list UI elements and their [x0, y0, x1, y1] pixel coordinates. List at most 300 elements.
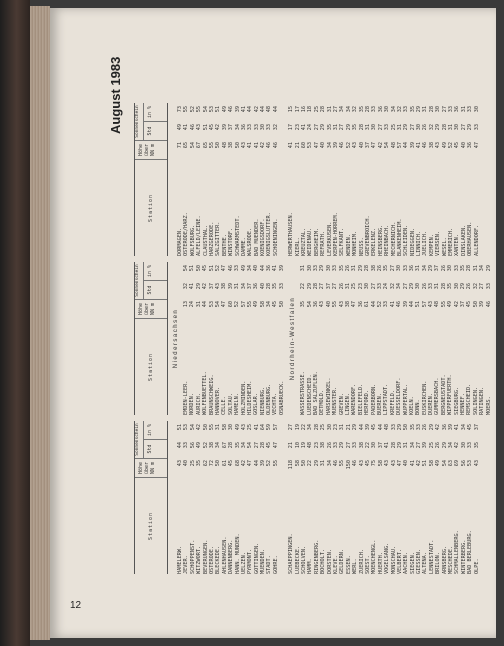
station-value: 42 [416, 460, 423, 467]
station-value: 17 [288, 124, 295, 131]
station-value: 44 [177, 442, 183, 449]
station-value: 29 [357, 265, 364, 272]
station-value: 23 [332, 424, 339, 431]
station-name: KOELN. [408, 396, 415, 415]
station-value: 33 [383, 301, 390, 308]
station-value: 63 [448, 460, 455, 467]
station-value: 33 [247, 124, 254, 131]
station-value: 52 [189, 106, 196, 113]
station-value: 45 [272, 301, 279, 308]
station-name: WITZWORT. [196, 545, 203, 574]
station-value: 45 [202, 265, 209, 272]
station-value: 42 [377, 142, 384, 149]
station-value: 33 [253, 124, 260, 131]
station-value: 27 [319, 283, 326, 290]
station-name: SIEGBURG. [453, 386, 460, 415]
station-value: 26 [435, 442, 442, 449]
station-name: NORDEN. [189, 393, 196, 415]
station-name: ESSEN. [345, 555, 352, 574]
header-height: Höhe über NN m [135, 140, 167, 159]
station-value: 35 [300, 301, 307, 308]
station-value: 36 [408, 265, 415, 272]
station-value: 29 [396, 424, 403, 431]
station-value: 41 [288, 142, 295, 149]
station-value: 150 [345, 460, 352, 470]
station-value: 53 [307, 142, 314, 149]
station-value: 36 [357, 301, 364, 308]
station-value: 30 [415, 283, 422, 290]
station-value: 22 [307, 460, 314, 467]
station-value: 62 [202, 460, 209, 467]
station-name: DINSLAKEN. [460, 224, 467, 256]
page-number: 12 [70, 600, 82, 611]
station-value: 45 [228, 460, 235, 467]
station-value: 43 [240, 142, 247, 149]
station-value: 41 [416, 142, 423, 149]
station-value: 27 [479, 283, 486, 290]
station-value: 46 [189, 124, 196, 131]
header-sunshine-title: Sonnenschein [135, 262, 144, 299]
station-name: NEUSS. [358, 237, 365, 256]
station-name: EMMERICH. [448, 227, 455, 256]
station-value: 30 [371, 124, 378, 131]
station-value: 35 [409, 424, 416, 431]
rotated-table-area [108, 44, 492, 574]
station-name: HAMELN. [234, 393, 241, 415]
page-edges [30, 6, 50, 640]
station-value: 30 [454, 124, 461, 131]
station-value: 25 [428, 442, 435, 449]
station-value: 36 [467, 142, 474, 149]
station-value: 29 [195, 283, 202, 290]
station-name: BAD BERLEBURG. [467, 530, 474, 574]
station-value: 47 [396, 460, 403, 467]
station-value: 69 [454, 460, 461, 467]
station-name: BERGHEIM. [313, 227, 320, 256]
station-value: 29 [320, 124, 327, 131]
station-name: OSNABRUECK. [278, 380, 285, 415]
station-name: ERKELENZ. [371, 227, 378, 256]
station-value: 33 [376, 283, 383, 290]
station-value: 32 [472, 283, 479, 290]
station-name: BIELEFELD. [357, 383, 364, 415]
header-sunshine-group [135, 421, 167, 458]
station-value: 39 [278, 265, 285, 272]
station-value: 34 [246, 265, 253, 272]
station-name: SOEST. [364, 555, 371, 574]
station-value: 17 [294, 106, 301, 113]
station-value: 49 [177, 124, 183, 131]
station-value: 31 [195, 301, 202, 308]
station-name: SIEGEN. [409, 552, 416, 574]
station-value: 53 [208, 106, 215, 113]
station-value: 37 [208, 283, 215, 290]
station-value: 44 [408, 301, 415, 308]
station-value: 19 [294, 424, 301, 431]
station-value: 53 [467, 460, 474, 467]
station-value: 51 [422, 460, 429, 467]
station-name: NIENBURG. [259, 386, 266, 415]
station-value: 31 [300, 265, 307, 272]
station-name: WESEL. [441, 237, 448, 256]
station-value: 27 [332, 283, 339, 290]
station-value: 42 [202, 283, 209, 290]
station-value: 33 [402, 265, 409, 272]
station-value: 35 [272, 283, 279, 290]
section-title-niedersachsen [168, 421, 177, 574]
station-value: 40 [460, 142, 467, 149]
station-value: 40 [325, 301, 332, 308]
station-value: 35 [196, 460, 203, 467]
station-name: MUENDEN. [260, 549, 267, 574]
station-value: 28 [364, 106, 371, 113]
station-name: WARENDORF. [351, 383, 358, 415]
station-name: NIDEGGEN. [409, 227, 416, 256]
station-value: 33 [453, 265, 460, 272]
station-name: ALFELD/LEINE. [196, 215, 203, 256]
station-value: 43 [338, 301, 345, 308]
document-page [50, 8, 496, 638]
station-value: 43 [214, 283, 221, 290]
station-value: 31 [396, 124, 403, 131]
station-name: EMDEN-LEER. [183, 380, 189, 415]
station-name: HILDESHEIM. [246, 380, 253, 415]
station-name: BEVERUNGEN. [202, 539, 209, 574]
station-value: 31 [215, 424, 222, 431]
station-name: REMSCHEID. [466, 383, 473, 415]
table-row [486, 262, 492, 415]
station-value: 38 [358, 442, 365, 449]
station-name: BRAUNSCHWEIG. [208, 374, 215, 415]
station-value: 39 [234, 106, 241, 113]
station-name: SCHWARMSTEDT. [234, 215, 241, 256]
station-value: 45 [208, 124, 215, 131]
station-value: 34 [266, 301, 273, 308]
station-name: LIPPSTADT. [383, 383, 390, 415]
station-value: 27 [370, 283, 377, 290]
station-value: 31 [460, 106, 467, 113]
station-name: REFRATH. [320, 231, 327, 256]
header-sun-hours: Std [144, 439, 167, 458]
station-name: KIERL. [294, 237, 301, 256]
station-value: 48 [221, 142, 228, 149]
station-value: 30 [228, 424, 235, 431]
station-value: 41 [272, 265, 279, 272]
station-value: 47 [247, 460, 254, 467]
station-value: 34 [390, 106, 397, 113]
station-value: 61 [364, 301, 371, 308]
station-name: OSTERODE/HARZ. [183, 212, 190, 256]
station-value: 38 [370, 265, 377, 272]
station-name: HANNOVER. [214, 386, 221, 415]
station-value: 15 [288, 106, 295, 113]
station-value: 25 [189, 460, 196, 467]
station-value: 50 [215, 460, 222, 467]
station-value: 25 [313, 106, 320, 113]
station-name: HENNEF. [460, 393, 467, 415]
station-value: 29 [435, 124, 442, 131]
station-value: 47 [371, 142, 378, 149]
station-name: WINSTORF. [228, 227, 235, 256]
station-name: VOGELSANG. [384, 542, 391, 574]
station-name: OLDENBURG. [266, 383, 273, 415]
station-value: 30 [453, 283, 460, 290]
station-value: 34 [326, 142, 333, 149]
station-value: 30 [326, 424, 333, 431]
header-sunshine-group [135, 262, 167, 299]
station-value: 13 [183, 301, 189, 308]
station-name: BENTHE. [221, 234, 228, 256]
station-value: 44 [272, 106, 279, 113]
station-name: WUPPERTAL. [402, 383, 409, 415]
station-name: WASSERSTRASSE. [300, 371, 307, 415]
station-value: 51 [215, 106, 222, 113]
station-value: 41 [389, 301, 396, 308]
station-value: 42 [253, 106, 260, 113]
station-name: SOLINGEN. [472, 386, 479, 415]
station-name: MONHEIM. [352, 231, 359, 256]
station-value: 64 [260, 424, 267, 431]
header-sun-percent: in % [147, 264, 153, 278]
station-value: 31 [344, 283, 351, 290]
station-value: 31 [422, 106, 429, 113]
station-value: 26 [422, 424, 429, 431]
station-value: 34 [421, 265, 428, 272]
station-value: 27 [313, 124, 320, 131]
station-value: 54 [189, 142, 196, 149]
station-name: AURICH. [195, 393, 202, 415]
station-name: DORMAGEN. [177, 227, 183, 256]
station-value: 50 [278, 301, 285, 308]
station-value: 55 [208, 142, 215, 149]
station-value: 52 [234, 301, 241, 308]
station-value: 43 [384, 460, 391, 467]
station-value: 71 [177, 142, 183, 149]
station-value: 34 [409, 442, 416, 449]
station-value: 30 [416, 124, 423, 131]
station-name: DANNENBERG. [228, 539, 235, 574]
station-value: 34 [234, 124, 241, 131]
station-value: 28 [358, 124, 365, 131]
station-value: 46 [422, 142, 429, 149]
station-value: 53 [208, 301, 215, 308]
station-value: 58 [377, 460, 384, 467]
station-value: 30 [460, 442, 467, 449]
table-header [134, 262, 168, 415]
header-sunshine-group [135, 103, 167, 140]
station-name: XANTEN. [454, 234, 461, 256]
station-value: 47 [221, 301, 228, 308]
station-value: 52 [266, 460, 273, 467]
station-value: 29 [441, 442, 448, 449]
station-name: WALSRODE. [247, 227, 254, 256]
station-value: 42 [260, 142, 267, 149]
station-name: BOCHOLT. [320, 549, 327, 574]
station-value: 51 [177, 424, 183, 431]
station-value: 41 [189, 283, 196, 290]
header-sun-hours: Std [144, 121, 167, 140]
station-value: 32 [389, 283, 396, 290]
station-value: 45 [266, 442, 273, 449]
station-value: 65 [183, 142, 190, 149]
station-name: WOLFENBUETTEL. [202, 371, 209, 415]
station-value: 33 [485, 283, 492, 290]
station-value: 42 [215, 124, 222, 131]
station-value: 59 [266, 424, 273, 431]
station-value: 49 [441, 142, 448, 149]
station-value: 36 [266, 265, 273, 272]
station-value: 44 [202, 301, 209, 308]
station-value: 43 [196, 124, 203, 131]
station-value: 30 [260, 124, 267, 131]
header-station: Station [135, 477, 167, 574]
header-sunshine-cols [144, 103, 167, 140]
station-name: LUEBECKE. [294, 545, 301, 574]
station-name: OLPE. [473, 558, 480, 574]
station-value: 18 [307, 106, 314, 113]
station-value: 42 [240, 460, 247, 467]
station-value: 37 [228, 124, 235, 131]
station-value: 30 [306, 265, 313, 272]
station-value: 28 [364, 265, 371, 272]
station-value: 32 [396, 106, 403, 113]
station-value: 29 [339, 442, 346, 449]
station-value: 39 [479, 301, 486, 308]
header-station: Station [135, 159, 167, 256]
station-value: 23 [357, 283, 364, 290]
station-value: 60 [301, 142, 308, 149]
station-name: HERWERTHAUSEN. [288, 212, 295, 256]
station-value: 49 [435, 460, 442, 467]
station-name: RATINGEN. [479, 386, 486, 415]
station-value: 41 [253, 142, 260, 149]
station-name: ALLENDORF. [473, 224, 480, 256]
station-value: 55 [332, 301, 339, 308]
station-value: 33 [416, 424, 423, 431]
station-value: 37 [473, 424, 480, 431]
station-value: 26 [344, 265, 351, 272]
station-value: 34 [460, 424, 467, 431]
station-value: 28 [313, 283, 320, 290]
station-value: 34 [307, 424, 314, 431]
station-name: BLANKENHEIM. [396, 218, 403, 256]
station-value: 29 [408, 283, 415, 290]
station-value: 48 [384, 424, 391, 431]
station-value: 38 [221, 283, 228, 290]
station-name: VIERSEN. [435, 231, 442, 256]
station-value: 45 [467, 424, 474, 431]
station-name: ARNSBERG. [441, 545, 448, 574]
header-station: Station [135, 318, 167, 415]
station-value: 33 [332, 442, 339, 449]
station-name: JEVER. [183, 555, 190, 574]
station-value: 31 [434, 283, 441, 290]
station-name: HARSEWINKEL. [325, 377, 332, 415]
station-value: 16 [301, 106, 308, 113]
station-value: 31 [326, 106, 333, 113]
station-value: 52 [214, 265, 221, 272]
station-value: 39 [260, 460, 267, 467]
station-value: 56 [189, 442, 196, 449]
station-name: KLEVE. [332, 555, 339, 574]
station-value: 28 [313, 424, 320, 431]
station-value: 27 [441, 106, 448, 113]
station-value: 51 [208, 265, 215, 272]
station-name: AHLENHAUSEN. [221, 536, 228, 574]
station-name: AACHEN. [403, 552, 410, 574]
station-name: DUEREN. [428, 393, 435, 415]
station-name: GELDERN. [339, 549, 346, 574]
station-name: HOLZMINDEN. [240, 380, 247, 415]
station-name: BERGNEUSTADT. [440, 374, 447, 415]
station-name: DUESSELDORF. [396, 377, 403, 415]
station-value: 29 [352, 424, 359, 431]
station-name: SOLTAU. [227, 393, 234, 415]
station-value: 29 [460, 283, 467, 290]
station-value: 50 [472, 301, 479, 308]
station-name: OBERHAUSEN. [467, 221, 474, 256]
station-value: 34 [215, 442, 222, 449]
station-value: 40 [358, 142, 365, 149]
station-name: HANN. MÜNDEN. [234, 533, 241, 574]
station-value: 27 [339, 124, 346, 131]
book-binding [0, 0, 30, 646]
station-value: 47 [221, 265, 228, 272]
station-value: 25 [247, 424, 254, 431]
station-name: BRILON. [435, 552, 442, 574]
station-value: 31 [403, 442, 410, 449]
station-value: 35 [460, 265, 467, 272]
station-value: 41 [409, 460, 416, 467]
station-value: 34 [345, 106, 352, 113]
station-value: 58 [294, 460, 301, 467]
station-value: 55 [272, 460, 279, 467]
station-name: HUERTH. [377, 552, 384, 574]
station-value: 36 [441, 424, 448, 431]
station-value: 28 [441, 124, 448, 131]
station-value: 46 [339, 142, 346, 149]
station-value: 28 [390, 442, 397, 449]
station-value: 28 [320, 106, 327, 113]
station-value: 36 [313, 301, 320, 308]
station-value: 33 [278, 283, 285, 290]
station-value: 46 [352, 460, 359, 467]
station-value: 27 [416, 442, 423, 449]
station-name: GOHRE. [272, 555, 279, 574]
station-value: 34 [240, 283, 247, 290]
station-name: UELZEN. [240, 552, 247, 574]
station-value: 43 [358, 460, 365, 467]
station-value: 36 [377, 106, 384, 113]
station-value: 27 [288, 424, 295, 431]
station-value: 50 [202, 424, 209, 431]
station-name: ZUERICH. [358, 549, 365, 574]
station-name: KEMPEN. [428, 234, 435, 256]
station-value: 33 [473, 124, 480, 131]
station-value: 35 [338, 265, 345, 272]
station-value: 32 [352, 106, 359, 113]
station-value: 37 [325, 283, 332, 290]
station-name: DORSTEN. [326, 549, 333, 574]
station-name: WEIDENAU. [307, 227, 314, 256]
station-name: GOSLAR. [253, 393, 260, 415]
station-name: STADT. [266, 555, 273, 574]
station-value: 58 [259, 301, 266, 308]
station-value: 21 [294, 142, 301, 149]
station-value: 118 [288, 460, 295, 470]
station-value: 48 [434, 301, 441, 308]
station-value: 32 [428, 124, 435, 131]
